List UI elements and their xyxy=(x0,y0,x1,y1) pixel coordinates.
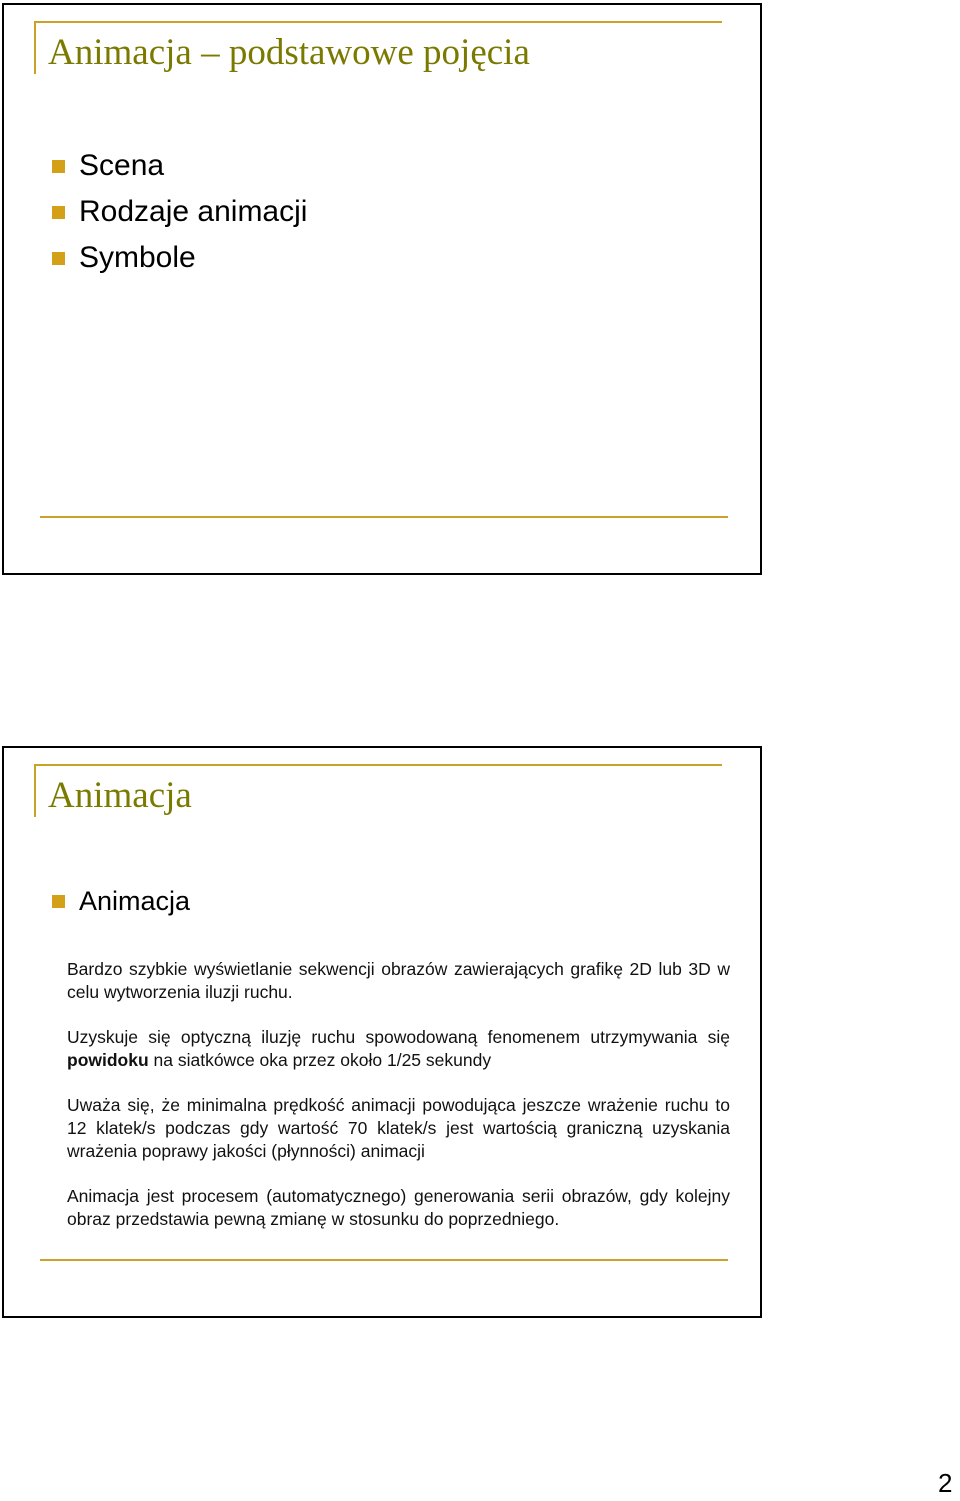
slide-1 xyxy=(2,3,762,575)
bullet-text: Rodzaje animacji xyxy=(79,195,308,228)
bullet-item xyxy=(52,143,307,189)
bullet-item xyxy=(52,235,307,281)
slide-title: Animacja – podstawowe pojęcia xyxy=(48,32,530,73)
paragraph-text: Uzyskuje się optyczną iluzję ruchu spowodowaną fenomenem utrzymywania się xyxy=(67,1027,730,1047)
square-bullet-icon xyxy=(52,160,65,173)
bullet-text: Animacja xyxy=(79,885,191,916)
square-bullet-icon xyxy=(52,206,65,219)
square-bullet-icon xyxy=(52,252,65,265)
definition-text xyxy=(67,958,730,1253)
paragraph-text: na siatkówce oka przez około 1/25 sekundy xyxy=(148,1050,492,1070)
paragraph-frame-rate: Uważa się, że minimalna prędkość animacji powodująca jeszcze wrażenie ruchu to 12 klatek/s podczas gdy wartość 70 klatek/s jest wartością graniczną uzyskania wrażenia poprawy jakości (płynności) animacji xyxy=(67,1095,730,1161)
paragraph-definition: Bardzo szybkie wyświetlanie sekwencji obrazów zawierających grafikę 2D lub 3D w celu wytworzenia iluzji ruchu. xyxy=(67,959,730,1002)
footer-line xyxy=(40,516,728,518)
page-number: 2 xyxy=(938,1468,953,1498)
bullet-text: Symbole xyxy=(79,241,196,274)
title-frame-top-line xyxy=(34,21,722,23)
paragraph-illusion xyxy=(67,1026,730,1072)
bullet-item xyxy=(52,189,307,235)
bullet-list xyxy=(52,143,307,281)
title-frame-left-line xyxy=(34,764,36,817)
paragraph-process: Animacja jest procesem (automatycznego) generowania serii obrazów, gdy kolejny obraz przedstawia pewną zmianę w stosunku do poprzedniego. xyxy=(67,1186,730,1229)
bold-term-powidoku: powidoku xyxy=(67,1050,149,1070)
bullet-list xyxy=(52,878,190,924)
bullet-item xyxy=(52,878,190,924)
title-frame-left-line xyxy=(34,21,36,74)
slide-title: Animacja xyxy=(48,775,192,816)
slide-2 xyxy=(2,746,762,1318)
title-frame-top-line xyxy=(34,764,722,766)
footer-line xyxy=(40,1259,728,1261)
square-bullet-icon xyxy=(52,895,65,908)
bullet-text: Scena xyxy=(79,149,165,182)
